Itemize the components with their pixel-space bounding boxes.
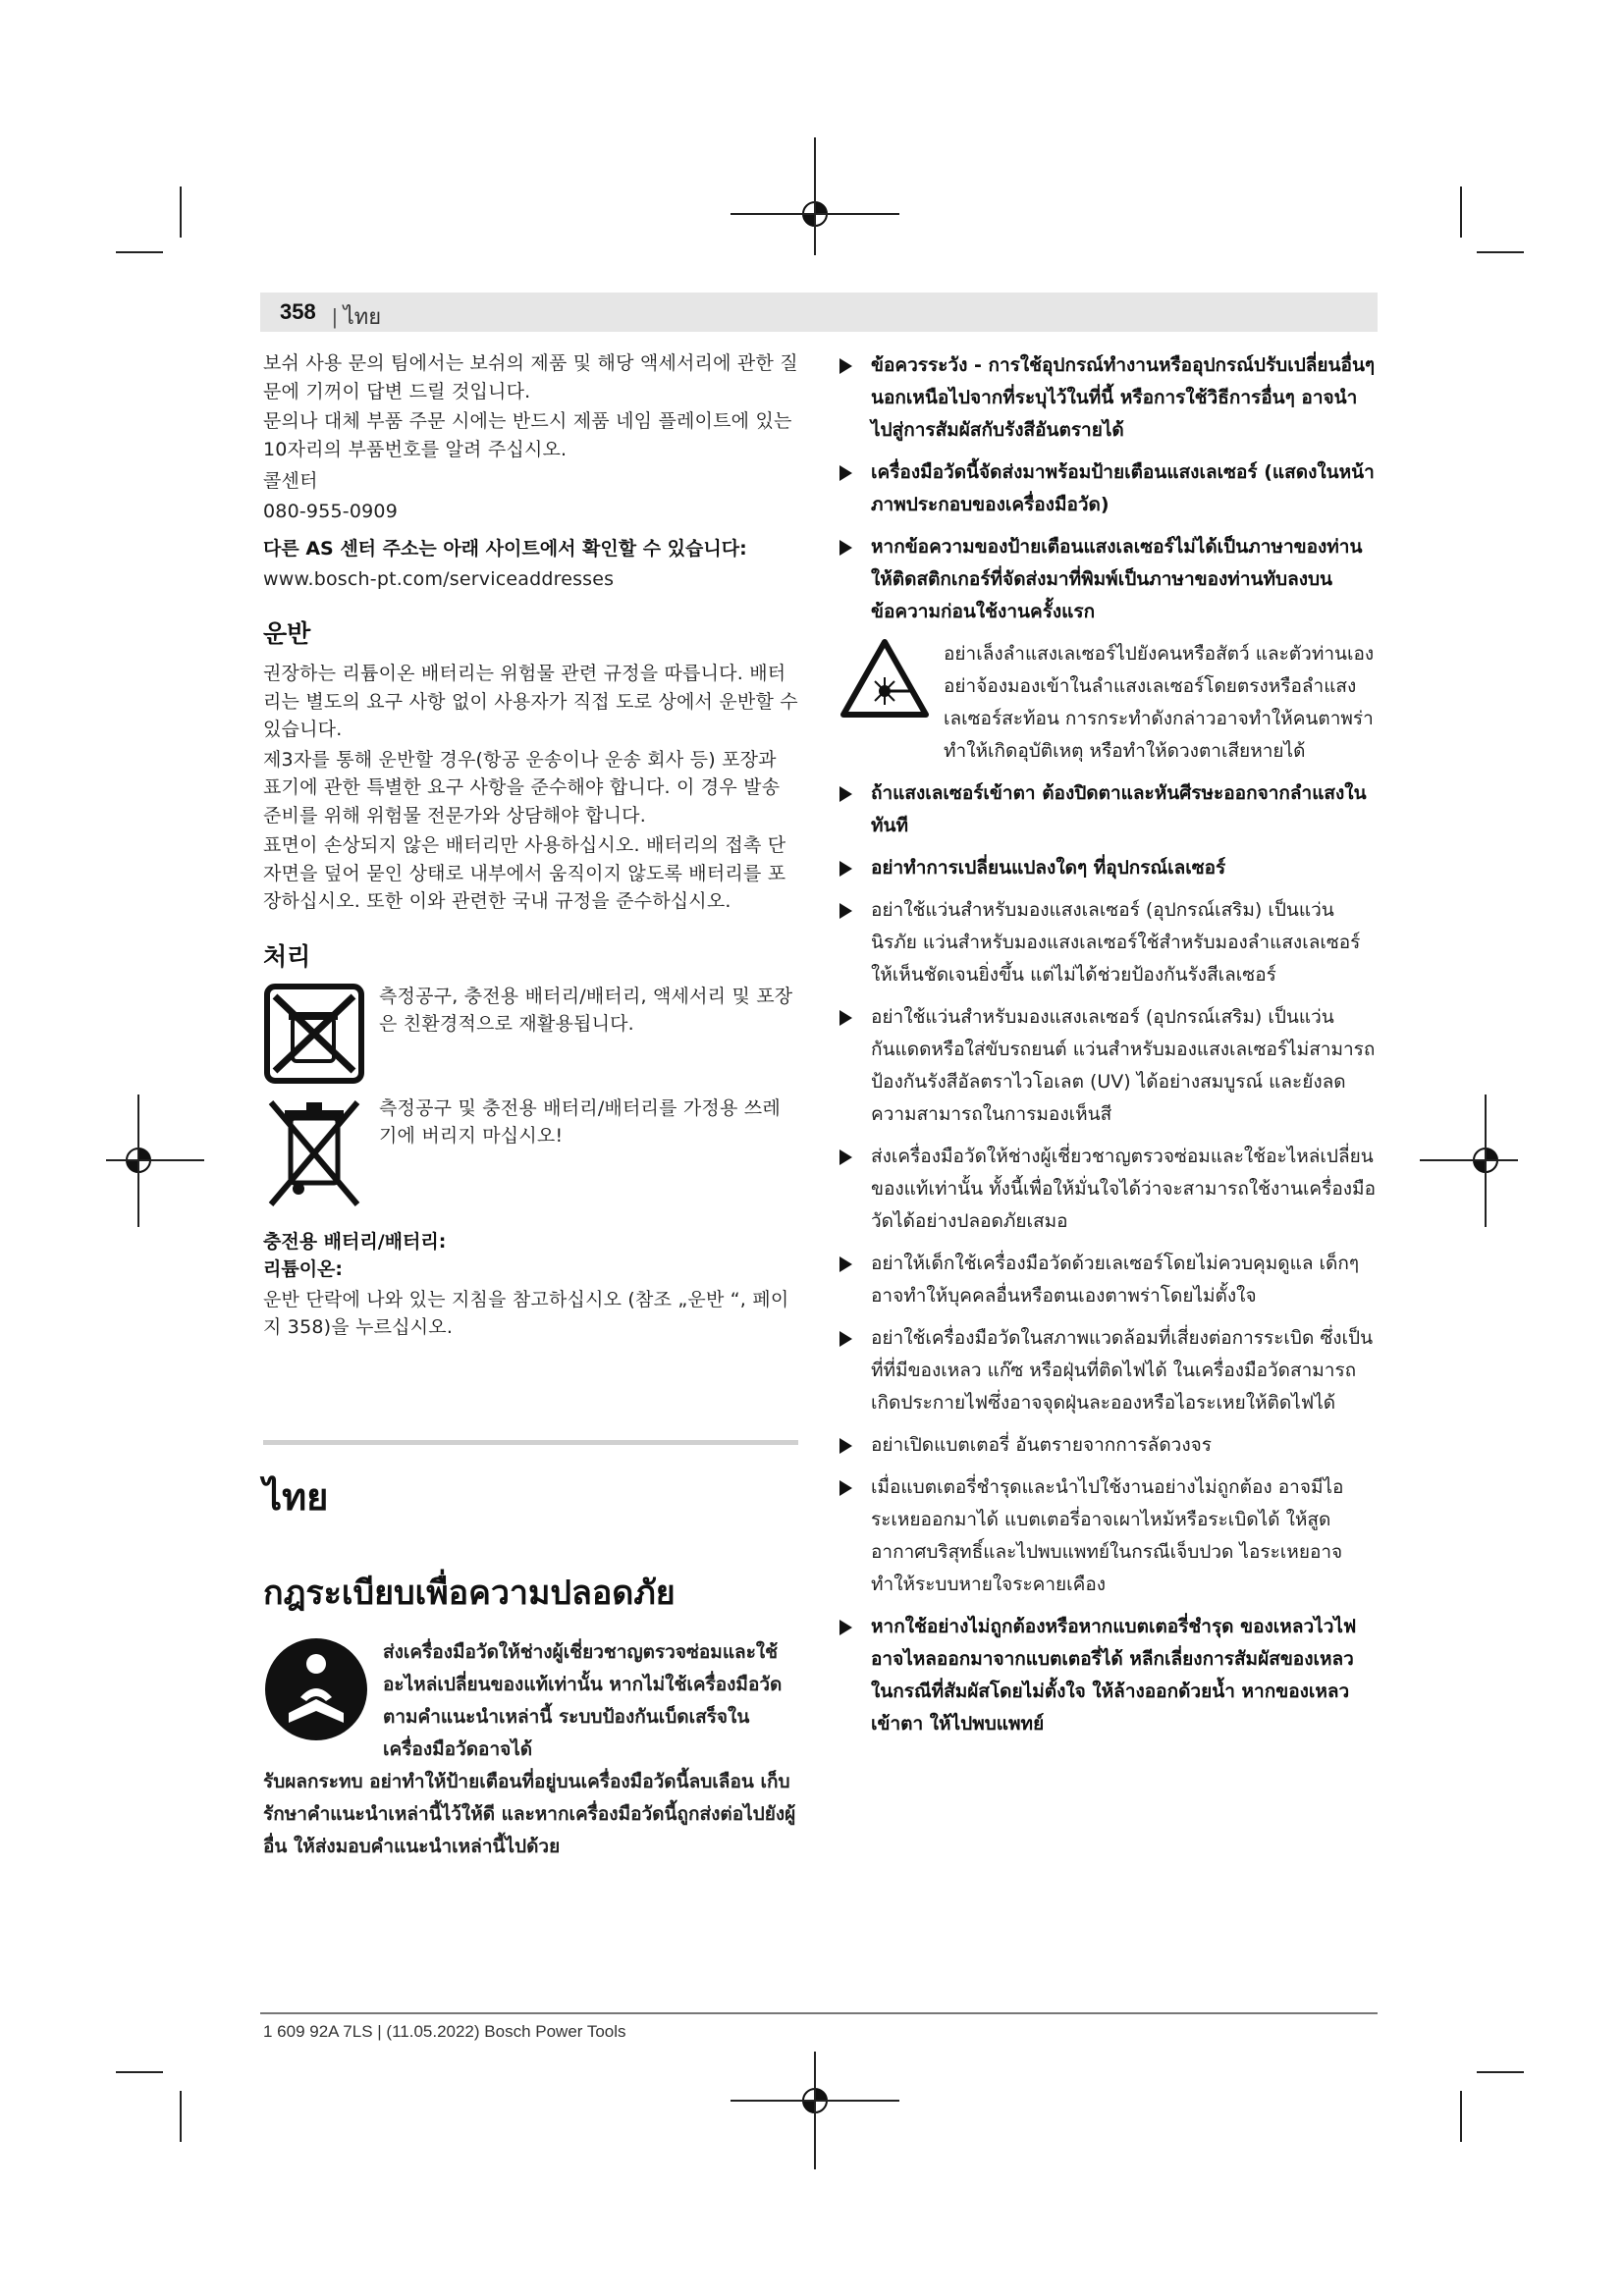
crop-mark <box>814 2052 816 2169</box>
read-manual-icon <box>263 1636 369 1742</box>
crop-mark <box>1485 1095 1487 1227</box>
crop-mark <box>1420 1159 1518 1161</box>
crop-mark <box>1460 2091 1462 2142</box>
bullet-arrow-icon <box>839 1256 852 1272</box>
section-divider <box>263 1440 798 1445</box>
callcenter-phone: 080-955-0909 <box>263 500 398 522</box>
disposal-text: 측정공구, 충전용 배터리/배터리, 액세서리 및 포장은 친환경적으로 재활용됩니다. <box>379 985 793 1035</box>
safety-bullet: เครื่องมือวัดนี้จัดส่งมาพร้อมป้ายเตือนแสงเลเซอร์ (แสดงในหน้าภาพประกอบของเครื่องมือวัด) <box>839 456 1378 521</box>
crop-mark <box>137 1095 139 1227</box>
safety-bullet: อย่าใช้แว่นสำหรับมองแสงเลเซอร์ (อุปกรณ์เสริม) เป็นแว่นนิรภัย แว่นสำหรับมองแสงเลเซอร์ใช้สำหรับมองลำแสงเลเซอร์ให้เห็นชัดเจนยิ่งขึ้น แต่ไม่ได้ช่วยป้องกันรังสีเลเซอร์ <box>839 894 1378 991</box>
bullet-arrow-icon <box>839 358 852 374</box>
intro-line: 보쉬 사용 문의 팀에서는 보쉬의 제품 및 해당 액세서리에 관한 질문에 기꺼이 답변 드릴 것입니다. <box>263 352 798 402</box>
crop-mark <box>106 1159 204 1161</box>
as-center-heading: 다른 AS 센터 주소는 아래 사이트에서 확인할 수 있습니다: <box>263 538 747 560</box>
crop-mark <box>1477 2071 1524 2073</box>
safety-bullet: อย่าเปิดแบตเตอรี่ อันตรายจากการลัดวงจร <box>839 1429 1378 1462</box>
crop-mark <box>1460 187 1462 238</box>
footer-text: 1 609 92A 7LS | (11.05.2022) Bosch Power Tools <box>263 2022 626 2041</box>
safety-intro-row <box>263 1636 798 1766</box>
battery-subheading: 리튬이온: <box>263 1258 344 1280</box>
safety-intro-wrap: ส่งเครื่องมือวัดให้ช่างผู้เชี่ยวชาญตรวจซ่อมและใช้อะไหล่เปลี่ยนของแท้เท่านั้น หากไม่ใช้เครื่องมือวัดตามคำแนะนำเหล่านี้ ระบบป้องกันเบ็ดเสร็จในเครื่องมือวัดอาจได้ <box>383 1640 783 1760</box>
disposal-text: 측정공구 및 충전용 배터리/배터리를 가정용 쓰레기에 버리지 마십시오! <box>379 1096 781 1147</box>
page-language: | ไทย <box>332 299 381 334</box>
crop-mark <box>814 137 816 255</box>
bullet-arrow-icon <box>839 465 852 481</box>
bullet-arrow-icon <box>839 1438 852 1454</box>
transport-paragraph: 제3자를 통해 운반할 경우(항공 운송이나 운송 회사 등) 포장과 표기에 관한 특별한 요구 사항을 준수해야 합니다. 이 경우 발송 준비를 위해 위험물 전문가와 상담해야 합니다. <box>263 748 781 827</box>
callcenter-label: 콜센터 <box>263 470 318 492</box>
crop-mark <box>180 187 182 238</box>
safety-bullet: เมื่อแบตเตอรี่ชำรุดและนำไปใช้งานอย่างไม่ถูกต้อง อาจมีไอระเหยออกมาได้ แบตเตอรี่อาจเผาไหม้หรือระเบิดได้ ให้สูดอากาศบริสุทธิ์และไปพบแพทย์ในกรณีเจ็บปวด ไอระเหยอาจทำให้ระบบหายใจระคายเคือง <box>839 1471 1378 1601</box>
laser-warning-row <box>839 638 1378 768</box>
disposal-heading: 처리 <box>263 941 311 971</box>
crop-mark <box>1477 251 1524 253</box>
battery-text: 운반 단락에 나와 있는 지침을 참고하십시오 (참조 „운반 “, 페이지 358)을 누르십시오. <box>263 1288 789 1338</box>
disposal-weee-row <box>263 1095 798 1216</box>
left-column <box>263 349 798 1863</box>
transport-paragraph: 권장하는 리튬이온 배터리는 위험물 관련 규정을 따릅니다. 배터리는 별도의 요구 사항 없이 사용자가 직접 도로 상에서 운반할 수 있습니다. <box>263 663 798 740</box>
bullet-arrow-icon <box>839 1331 852 1347</box>
disposal-recycle-row <box>263 983 798 1085</box>
bullet-arrow-icon <box>839 1620 852 1635</box>
safety-heading: กฎระเบียบเพื่อความปลอดภัย <box>263 1573 676 1613</box>
transport-heading: 운반 <box>263 619 311 648</box>
safety-bullet: ข้อควรระวัง - การใช้อุปกรณ์ทำงานหรืออุปกรณ์ปรับเปลี่ยนอื่นๆ นอกเหนือไปจากที่ระบุไว้ในที่นี้ หรือการใช้วิธีการอื่นๆ อาจนำไปสู่การสัมผัสกับรังสีอันตรายได้ <box>839 349 1378 447</box>
crop-mark <box>116 2071 163 2073</box>
intro-line: 문의나 대체 부품 주문 시에는 반드시 제품 네임 플레이트에 있는 10자리의 부품번호를 알려 주십시오. <box>263 410 792 460</box>
safety-bullet: อย่าใช้แว่นสำหรับมองแสงเลเซอร์ (อุปกรณ์เสริม) เป็นแว่นกันแดดหรือใส่ขับรถยนต์ แว่นสำหรับมองแสงเลเซอร์ไม่สามารถป้องกันรังสีอัลตราไวโอเลต (UV) ได้อย่างสมบูรณ์ และยังลดความสามารถในการมองเห็นสี <box>839 1001 1378 1131</box>
safety-bullet: อย่าทำการเปลี่ยนแปลงใดๆ ที่อุปกรณ์เลเซอร์ <box>839 852 1378 884</box>
safety-bullet: หากใช้อย่างไม่ถูกต้องหรือหากแบตเตอรี่ชำรุด ของเหลวไวไฟอาจไหลออกมาจากแบตเตอรี่ได้ หลีกเลี่ยงการสัมผัสของเหลว ในกรณีที่สัมผัสโดยไม่ตั้งใจ ให้ล้างออกด้วยน้ำ หากของเหลวเข้าตา ให้ไปพบแพทย์ <box>839 1611 1378 1740</box>
weee-crossed-bin-icon <box>263 1095 365 1216</box>
thai-section-heading: ไทย <box>263 1473 329 1519</box>
bullet-arrow-icon <box>839 861 852 877</box>
laser-warning-icon <box>839 638 930 719</box>
bullet-arrow-icon <box>839 903 852 919</box>
safety-bullet: อย่าให้เด็กใช้เครื่องมือวัดด้วยเลเซอร์โดยไม่ควบคุมดูแล เด็กๆ อาจทำให้บุคคลอื่นหรือตนเองตาพร่าโดยไม่ตั้งใจ <box>839 1248 1378 1312</box>
as-center-url[interactable]: www.bosch-pt.com/serviceaddresses <box>263 567 615 590</box>
safety-bullet: หากข้อความของป้ายเตือนแสงเลเซอร์ไม่ได้เป็นภาษาของท่าน ให้ติดสติกเกอร์ที่จัดส่งมาที่พิมพ์เป็นภาษาของท่านทับลงบนข้อความก่อนใช้งานครั้งแรก <box>839 531 1378 628</box>
crop-mark <box>116 251 163 253</box>
safety-intro-rest: รับผลกระทบ อย่าทำให้ป้ายเตือนที่อยู่บนเครื่องมือวัดนี้ลบเลือน เก็บรักษาคำแนะนำเหล่านี้ไว้ให้ดี และหากเครื่องมือวัดนี้ถูกส่งต่อไปยังผู้อื่น ให้ส่งมอบคำแนะนำเหล่านี้ไปด้วย <box>263 1770 796 1857</box>
bullet-arrow-icon <box>839 786 852 802</box>
crop-mark <box>180 2091 182 2142</box>
laser-warning-text: อย่าเล็งลำแสงเลเซอร์ไปยังคนหรือสัตว์ และตัวท่านเองอย่าจ้องมองเข้าในลำแสงเลเซอร์โดยตรงหรือลำแสงเลเซอร์สะท้อน การกระทำดังกล่าวอาจทำให้คนตาพร่า ทำให้เกิดอุบัติเหตุ หรือทำให้ดวงตาเสียหายได้ <box>944 643 1375 762</box>
bullet-arrow-icon <box>839 1149 852 1165</box>
battery-heading: 충전용 배터리/배터리: <box>263 1230 447 1253</box>
page-number: 358 <box>280 299 316 324</box>
safety-bullet: อย่าใช้เครื่องมือวัดในสภาพแวดล้อมที่เสี่ยงต่อการระเบิด ซึ่งเป็นที่ที่มีของเหลว แก๊ซ หรือฝุ่นที่ติดไฟได้ ในเครื่องมือวัดสามารถเกิดประกายไฟซึ่งอาจจุดฝุ่นละอองหรือไอระเหยให้ติดไฟได้ <box>839 1322 1378 1419</box>
bullet-arrow-icon <box>839 1480 852 1496</box>
bullet-arrow-icon <box>839 540 852 556</box>
page-header-bar <box>260 293 1378 332</box>
right-column <box>839 349 1378 1750</box>
safety-bullet: ถ้าแสงเลเซอร์เข้าตา ต้องปิดตาและหันศีรษะออกจากลำแสงในทันที <box>839 777 1378 842</box>
footer-divider <box>260 2012 1378 2014</box>
recycle-no-trash-icon <box>263 983 365 1085</box>
safety-bullet: ส่งเครื่องมือวัดให้ช่างผู้เชี่ยวชาญตรวจซ่อมและใช้อะไหล่เปลี่ยนของแท้เท่านั้น ทั้งนี้เพื่อให้มั่นใจได้ว่าจะสามารถใช้งานเครื่องมือวัดได้อย่างปลอดภัยเสมอ <box>839 1141 1378 1238</box>
transport-paragraph: 표면이 손상되지 않은 배터리만 사용하십시오. 배터리의 접촉 단자면을 덮어 묻인 상태로 내부에서 움직이지 않도록 배터리를 포장하십시오. 또한 이와 관련한 국내 규정을 준수하십시오. <box>263 834 786 912</box>
bullet-arrow-icon <box>839 1010 852 1026</box>
